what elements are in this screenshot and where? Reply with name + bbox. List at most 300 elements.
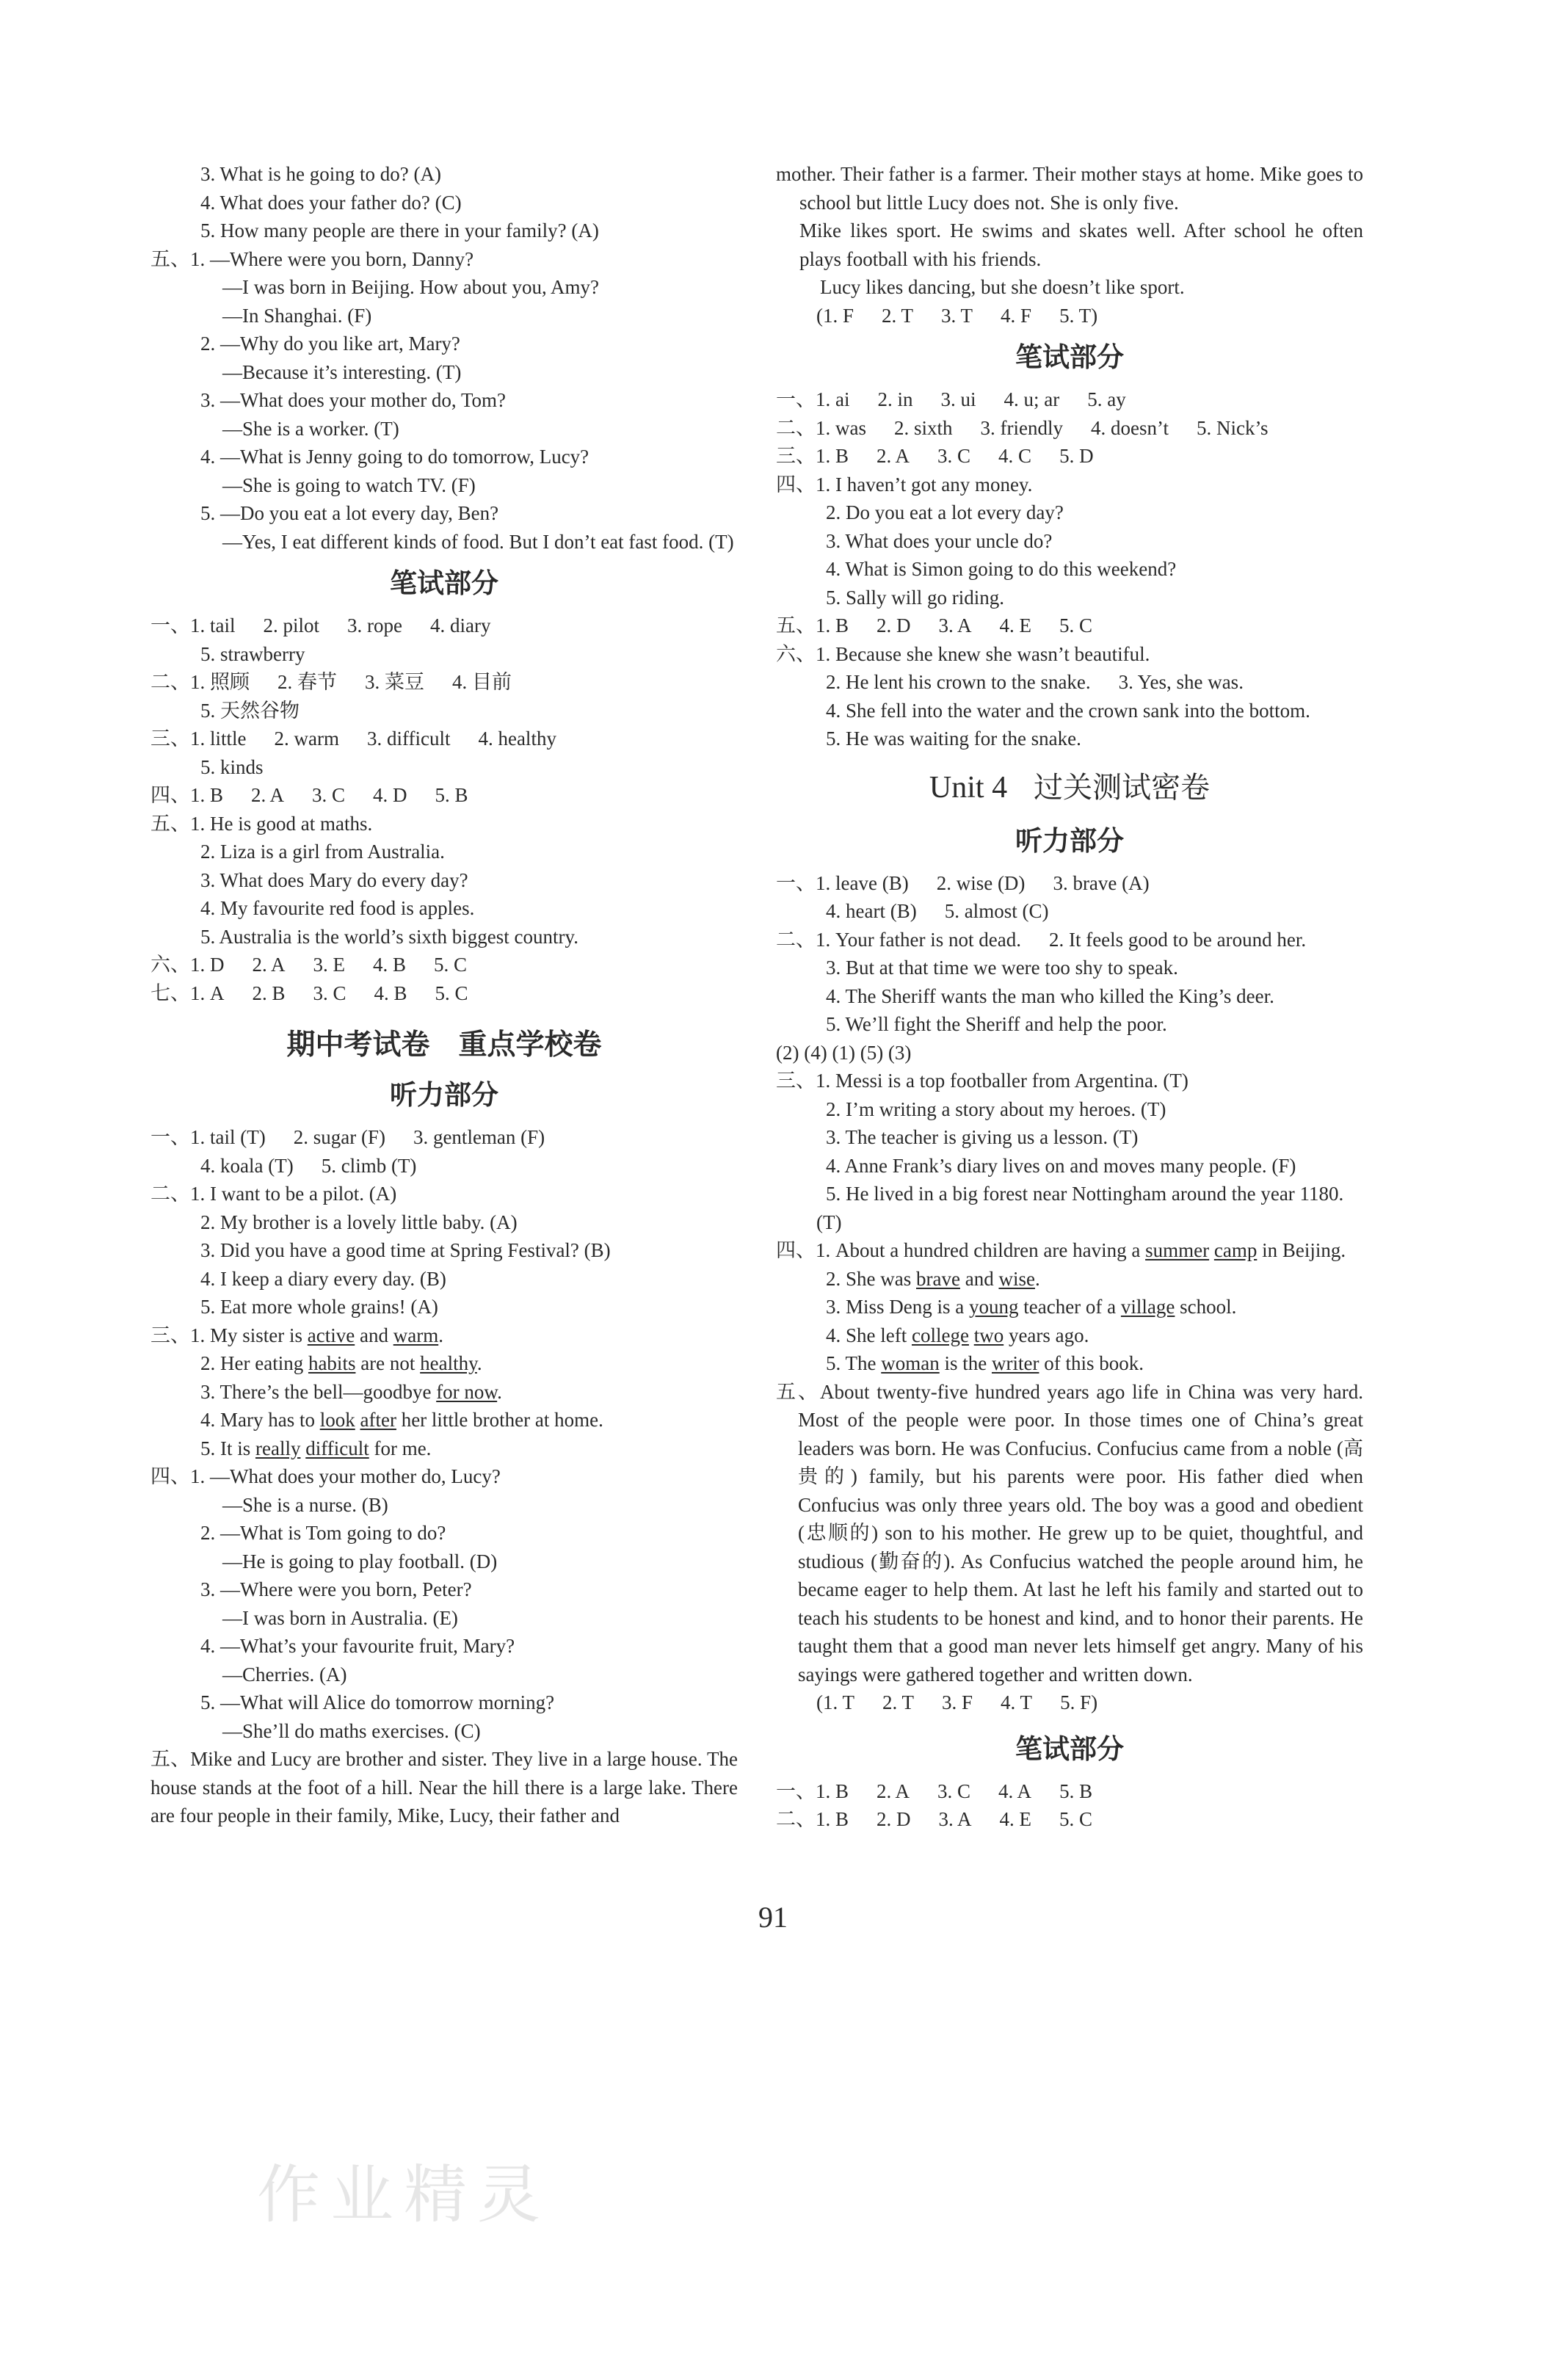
answer-text: 3. ui — [940, 388, 976, 410]
answer-text: 4. 目前 — [452, 671, 512, 693]
underlined-word: for now — [436, 1380, 498, 1403]
answer-text: 一、1. leave (B) — [776, 871, 909, 894]
answer-text: —She is a nurse. (B) — [222, 1493, 388, 1516]
answer-line — [150, 1208, 738, 1237]
answer-text: 3. — [200, 389, 220, 411]
underlined-word: wise — [998, 1267, 1035, 1290]
answer-text: 2. sixth — [894, 416, 953, 439]
midterm-title: 期中考试卷 重点学校卷 — [286, 1028, 602, 1062]
answer-text: and — [355, 1324, 393, 1346]
answer-line — [150, 1321, 738, 1350]
answer-line — [150, 1717, 738, 1746]
answer-text: 3. Yes, she was. — [1118, 671, 1244, 693]
answer-text: 5. F) — [1060, 1691, 1098, 1713]
answer-line — [776, 1039, 1363, 1067]
answer-line — [776, 1123, 1363, 1152]
answer-line — [150, 1378, 738, 1407]
answer-text: 4. B — [374, 982, 407, 1004]
answer-text: 2. sugar (F) — [293, 1126, 385, 1148]
answer-line — [150, 810, 738, 838]
answer-text: 三、1. little — [150, 728, 247, 750]
answer-text: (1. T — [816, 1691, 854, 1713]
answer-text: —What will Alice do tomorrow morning? — [220, 1691, 555, 1713]
answer-text: 3. C — [312, 784, 346, 806]
answer-line — [776, 897, 1363, 926]
answer-text: 4. She left — [826, 1324, 912, 1346]
answer-text: 4. I keep a diary every day. (B) — [200, 1267, 446, 1290]
answer-text: 2. D — [877, 1808, 911, 1830]
answer-text: 2. It feels good to be around her. — [1048, 928, 1307, 951]
listening-answers-2 — [776, 926, 1363, 1067]
answer-text: —He is going to play football. (D) — [222, 1550, 498, 1572]
answer-text: (T) — [816, 1211, 842, 1233]
answer-line — [776, 1777, 1363, 1806]
answer-text: 4. diary — [430, 614, 491, 636]
answer-text: 4. My favourite red food is apples. — [200, 897, 475, 919]
unit-name: 过关测试密卷 — [1034, 770, 1211, 805]
answer-text: 4. She fell into the water and the crown sank into the bottom. — [826, 699, 1310, 722]
answer-text: 5. T) — [1059, 304, 1098, 327]
answer-text: 2. A — [877, 1779, 910, 1802]
answer-text: 二、1. Your father is not dead. — [776, 928, 1021, 951]
answer-text: —What is Jenny going to do tomorrow, Lucy? — [220, 446, 589, 468]
answer-line — [776, 668, 1363, 697]
answer-line — [776, 385, 1363, 414]
answer-text: —Do you eat a lot every day, Ben? — [220, 502, 499, 524]
answer-line — [776, 1805, 1363, 1834]
answer-text: teacher of a — [1018, 1296, 1121, 1318]
answer-text: —In Shanghai. (F) — [222, 304, 372, 327]
answer-line — [776, 414, 1363, 443]
answer-text: (2) (4) (1) (5) (3) — [776, 1041, 912, 1064]
answer-text: 3. difficult — [366, 728, 451, 750]
answer-text: 3. C — [937, 445, 971, 467]
answer-line — [776, 442, 1363, 471]
answer-line — [776, 584, 1363, 612]
written-answers — [776, 1777, 1363, 1834]
underlined-word: warm — [393, 1324, 439, 1346]
answer-line — [150, 781, 738, 810]
underlined-word: habits — [308, 1352, 356, 1374]
answer-text: and — [959, 1267, 999, 1290]
answer-line — [150, 1152, 738, 1180]
answer-text: 3. C — [937, 1779, 971, 1802]
page-number: 91 — [758, 1901, 788, 1934]
answer-text: 5. D — [1059, 445, 1094, 467]
answer-line — [776, 1293, 1363, 1321]
listening-answers-4 — [776, 1236, 1363, 1378]
answer-text: 5. B — [435, 784, 468, 806]
passage: Lucy likes dancing, but she doesn’t like sport. — [820, 276, 1185, 298]
underlined-word: woman — [881, 1352, 940, 1374]
answer-text: 4. C — [998, 445, 1032, 467]
answer-text: 3. What does your uncle do? — [826, 529, 1053, 552]
passage: 五、About twenty-five hundred years ago life in China was very hard. Most of the people were poor. In those times one of China’s great leaders was born. He was Confucius. Confucius came from a noble (高贵的) family, but his parents were poor. His father died when Confucius was only three years old. The boy was a good and obedient (忠顺的) son to his mother. He grew up to be quiet, thoughtful, and studious (勤奋的). As Confucius watched the people around him, he became eager to help them. At last he left his family and started out to teach his students to be honest and kind, and to honor their parents. He taught them that a good man never lets himself get angry. Many of his sayings were gathered together and written down. — [776, 1380, 1363, 1686]
answer-text: 五、1. B — [776, 614, 849, 636]
answer-text: 5. — [200, 502, 220, 524]
answer-text: 5. It is — [200, 1437, 256, 1459]
answer-line — [150, 1519, 738, 1548]
answer-text: 二、1. I want to be a pilot. (A) — [150, 1183, 397, 1205]
answer-text: 2. in — [877, 388, 913, 410]
answer-line — [776, 1236, 1363, 1265]
answer-line — [776, 1067, 1363, 1095]
answer-line — [776, 982, 1363, 1011]
answer-text: 2. He lent his crown to the snake. — [826, 671, 1091, 693]
answer-line — [150, 443, 738, 471]
answer-text: 3. brave (A) — [1053, 871, 1150, 894]
answer-text: 3. C — [313, 982, 346, 1004]
answer-line — [776, 1152, 1363, 1180]
answer-text: 四、1. I haven’t got any money. — [776, 473, 1033, 496]
answer-text: years ago. — [1004, 1324, 1089, 1346]
passage-answers — [776, 1688, 1363, 1717]
answer-text: 4. — [200, 1635, 220, 1657]
answer-line — [150, 471, 738, 500]
answer-text: 3. 菜豆 — [365, 671, 424, 693]
answer-text: 3. F — [942, 1691, 973, 1713]
answer-line — [150, 697, 738, 725]
answer-text: . — [497, 1380, 502, 1403]
answer-text: 四、1. About a hundred children are having a — [776, 1239, 1146, 1261]
answer-line — [776, 1349, 1363, 1378]
answer-line — [150, 753, 738, 782]
answer-text: 五、1. He is good at maths. — [150, 812, 373, 835]
answer-text: —She’ll do maths exercises. (C) — [222, 1719, 481, 1742]
answer-text: of this book. — [1039, 1352, 1144, 1374]
answer-text: 一、1. tail — [150, 614, 236, 636]
answer-line — [150, 1293, 738, 1321]
answer-text: —What does your mother do, Tom? — [220, 389, 507, 411]
answer-text: 2. — [200, 1522, 220, 1544]
answer-line — [150, 1180, 738, 1208]
answer-line — [150, 1349, 738, 1378]
answer-text: 4. heart (B) — [826, 900, 917, 922]
answer-text: 2. pilot — [263, 614, 320, 636]
answer-line — [776, 954, 1363, 982]
answer-text: 2. D — [877, 614, 911, 636]
answer-text: 2. Liza is a girl from Australia. — [200, 841, 445, 863]
answer-line — [150, 1406, 738, 1434]
answer-line — [776, 1180, 1363, 1208]
answer-text: 三、1. Messi is a top footballer from Argentina. (T) — [776, 1070, 1188, 1092]
answer-text: —What does your mother do, Lucy? — [210, 1465, 501, 1487]
answer-text: 4. B — [373, 954, 407, 976]
underlined-word: camp — [1213, 1239, 1258, 1261]
answer-text: 5. The — [826, 1352, 882, 1374]
answer-line — [776, 612, 1363, 640]
answer-line — [150, 1548, 738, 1576]
answer-text: 一、1. ai — [776, 388, 850, 410]
answer-text: 5. Australia is the world’s sixth biggest country. — [200, 925, 578, 948]
answer-text: 2. warm — [274, 728, 339, 750]
answer-text: 5. C — [434, 954, 468, 976]
underlined-word: active — [307, 1324, 355, 1346]
answer-text: 5. B — [1059, 1779, 1093, 1802]
answer-line — [150, 1632, 738, 1661]
answer-line — [150, 386, 738, 415]
unit-label: Unit 4 — [929, 770, 1008, 805]
answer-text: 4. T — [1001, 1691, 1033, 1713]
answer-text: 2. T — [882, 304, 914, 327]
answer-text: 5. C — [435, 982, 468, 1004]
answer-text: 2. A — [252, 954, 286, 976]
underlined-word: writer — [991, 1352, 1039, 1374]
answer-line — [150, 302, 738, 330]
answer-text: 3. The teacher is giving us a lesson. (T) — [826, 1126, 1139, 1148]
unit-title — [776, 762, 1363, 813]
passage: Mike likes sport. He swims and skates well. After school he often plays football with his friends. — [799, 220, 1363, 270]
answer-text: 3. T — [941, 304, 973, 327]
answer-text: 5. Sally will go riding. — [826, 586, 1004, 609]
answer-text: 一、1. B — [776, 1779, 849, 1802]
answer-line — [150, 1491, 738, 1520]
answer-line: 五、1. —Where were you born, Danny? — [150, 247, 474, 270]
section-title-listening: 听力部分 — [390, 1079, 498, 1111]
answer-line — [150, 951, 738, 979]
underlined-word: young — [969, 1296, 1019, 1318]
section-title-listening: 听力部分 — [1015, 824, 1124, 857]
answer-text: 2. — [200, 333, 220, 355]
underlined-word: look — [319, 1409, 355, 1431]
answer-text: 3. — [200, 1578, 220, 1600]
answer-line — [776, 527, 1363, 556]
answer-text: 5. He was waiting for the snake. — [826, 728, 1081, 750]
answer-line: 3. What is he going to do? (A) — [200, 163, 441, 185]
underlined-word: college — [911, 1324, 969, 1346]
answer-text: 4. koala (T) — [200, 1154, 294, 1177]
right-column — [776, 160, 1363, 1834]
answer-text: 3. Did you have a good time at Spring Festival? (B) — [200, 1239, 611, 1261]
section-title-written: 笔试部分 — [1015, 341, 1124, 373]
listening-answers-2 — [150, 1180, 738, 1321]
answer-line — [150, 1688, 738, 1717]
answer-line: 4. What does your father do? (C) — [200, 191, 462, 214]
answer-text: —I was born in Beijing. How about you, Amy? — [222, 276, 599, 298]
answer-text: 3. friendly — [980, 416, 1063, 439]
answer-text: are not — [355, 1352, 421, 1374]
answer-text — [969, 1324, 974, 1346]
answer-text: . — [1034, 1267, 1040, 1290]
answer-text: 4. u; ar — [1004, 388, 1060, 410]
answer-text: —Because it’s interesting. (T) — [222, 360, 462, 383]
section-title-written: 笔试部分 — [1015, 1733, 1124, 1765]
answer-text: —Cherries. (A) — [222, 1663, 347, 1686]
answer-text: 3. A — [938, 1808, 972, 1830]
answer-line — [776, 869, 1363, 898]
answer-line — [150, 358, 738, 387]
answer-text: school. — [1175, 1296, 1237, 1318]
answer-text: 2. B — [252, 982, 286, 1004]
listening-answers-4 — [150, 1462, 738, 1745]
answer-text: —Yes, I eat different kinds of food. But I don’t eat fast food. (T) — [222, 530, 734, 553]
answer-text: —She is a worker. (T) — [222, 417, 399, 440]
answer-text: —Where were you born, Peter? — [220, 1578, 472, 1600]
answer-line — [150, 612, 738, 640]
answer-line — [150, 640, 738, 669]
answer-text: 4. D — [373, 784, 407, 806]
answer-text: 4. The Sheriff wants the man who killed the King’s deer. — [826, 984, 1274, 1007]
underlined-word: after — [360, 1409, 396, 1431]
answer-line — [776, 926, 1363, 954]
answer-text: 5. Eat more whole grains! (A) — [200, 1296, 438, 1318]
answer-text: 5. almost (C) — [944, 900, 1049, 922]
answer-text: . — [438, 1324, 443, 1346]
passage: 五、Mike and Lucy are brother and sister. They live in a large house. The house stands at the foot of a hill. Near the hill there is a large lake. There are four people in their family, Mike, Lucy, their father and — [150, 1748, 738, 1826]
underlined-word: really — [255, 1437, 301, 1459]
answer-text: 4. — [200, 446, 220, 468]
answer-line — [776, 697, 1363, 725]
answer-text: 四、1. — [150, 1465, 210, 1487]
answer-text: 二、1. 照顾 — [150, 671, 250, 693]
answer-text: 5. C — [1059, 1808, 1093, 1830]
answer-line — [150, 1575, 738, 1604]
answer-text: 4. healthy — [478, 728, 556, 750]
underlined-word: two — [973, 1324, 1004, 1346]
answer-text: 三、1. B — [776, 445, 849, 467]
answer-text: 六、1. D — [150, 954, 225, 976]
answer-text: (1. F — [816, 304, 854, 327]
section-title-written: 笔试部分 — [390, 567, 498, 599]
answer-line — [776, 725, 1363, 753]
answer-text: 2. A — [877, 445, 910, 467]
answer-text: in Beijing. — [1257, 1239, 1346, 1261]
answer-line — [150, 528, 738, 556]
answer-text: 3. What does Mary do every day? — [200, 868, 468, 891]
answer-text: 2. Her eating — [200, 1352, 308, 1374]
answer-text: 4. E — [999, 614, 1032, 636]
answer-text: 5. C — [1059, 614, 1093, 636]
listening-answers-1 — [776, 869, 1363, 926]
answer-text: 2. My brother is a lovely little baby. (A) — [200, 1211, 518, 1233]
answer-text — [1209, 1239, 1214, 1261]
answer-line — [150, 894, 738, 923]
answer-text: 5. — [200, 1691, 220, 1713]
answer-text: 3. There’s the bell—goodbye — [200, 1380, 437, 1403]
answer-line — [150, 415, 738, 443]
answer-text: 三、1. My sister is — [150, 1324, 308, 1346]
answer-line — [150, 1434, 738, 1463]
answer-text: 六、1. Because she knew she wasn’t beautiful. — [776, 642, 1150, 665]
answer-line — [150, 273, 738, 302]
answer-text: 3. A — [938, 614, 972, 636]
answer-text: 二、1. B — [776, 1808, 849, 1830]
answer-text: 2. T — [882, 1691, 915, 1713]
answer-line — [776, 498, 1363, 527]
answer-text: . — [476, 1352, 482, 1374]
answer-text: 5. climb (T) — [321, 1154, 417, 1177]
answer-text: 4. A — [998, 1779, 1032, 1802]
answer-line — [150, 725, 738, 753]
answer-line — [150, 923, 738, 951]
answer-line — [150, 1265, 738, 1294]
answer-line — [150, 1462, 738, 1491]
answer-text: —I was born in Australia. (E) — [222, 1606, 458, 1629]
underlined-word: healthy — [420, 1352, 477, 1374]
answer-text: 2. She was — [826, 1267, 916, 1290]
answer-text: is the — [939, 1352, 992, 1374]
answer-line — [150, 499, 738, 528]
answer-text: 二、1. was — [776, 416, 866, 439]
underlined-word: difficult — [305, 1437, 369, 1459]
answer-text: for me. — [369, 1437, 432, 1459]
answer-line — [776, 1688, 1363, 1717]
answer-line — [150, 330, 738, 358]
answer-line — [150, 866, 738, 895]
answer-text: —She is going to watch TV. (F) — [222, 474, 476, 496]
underlined-word: summer — [1145, 1239, 1210, 1261]
underlined-word: brave — [916, 1267, 960, 1290]
answer-line — [776, 471, 1363, 499]
answer-line — [150, 838, 738, 866]
answer-line: 5. How many people are there in your family? (A) — [200, 220, 599, 242]
passage: mother. Their father is a farmer. Their mother stays at home. Mike goes to school but little Lucy does not. She is only five. — [776, 163, 1363, 214]
answer-text: 4. What is Simon going to do this weekend? — [826, 558, 1177, 580]
answer-text: 4. E — [999, 1808, 1032, 1830]
watermark: 作业精灵 — [257, 2158, 551, 2232]
answer-text: 4. Anne Frank’s diary lives on and moves many people. (F) — [826, 1154, 1296, 1177]
answer-line — [776, 1321, 1363, 1350]
answer-text: 2. A — [251, 784, 285, 806]
answer-line — [776, 555, 1363, 584]
dialogue-block — [150, 273, 738, 556]
answer-line — [776, 1208, 1363, 1237]
answer-line — [776, 1010, 1363, 1039]
answer-text: 4. Mary has to — [200, 1409, 320, 1431]
left-column — [150, 160, 738, 1830]
listening-answers-1 — [150, 1123, 738, 1180]
written-answers — [150, 612, 738, 1007]
answer-line — [776, 1265, 1363, 1294]
answer-text: —Why do you like art, Mary? — [220, 333, 460, 355]
answer-line — [150, 1123, 738, 1152]
answer-text: 5. We’ll fight the Sheriff and help the poor. — [826, 1013, 1167, 1035]
listening-answers-3 — [150, 1321, 738, 1463]
answer-text: 4. doesn’t — [1091, 416, 1169, 439]
answer-text: 3. But at that time we were too shy to speak. — [826, 957, 1178, 979]
answer-text: 5. kinds — [200, 755, 264, 778]
answer-text: 四、1. B — [150, 784, 224, 806]
answer-text: 2. 春节 — [277, 671, 337, 693]
answer-text: 3. gentleman (F) — [413, 1126, 545, 1148]
answer-text: 七、1. A — [150, 982, 225, 1004]
written-answers — [776, 385, 1363, 753]
listening-answers-3 — [776, 1067, 1363, 1236]
answer-line — [150, 1236, 738, 1265]
answer-line — [150, 979, 738, 1008]
answer-line — [776, 1095, 1363, 1124]
answer-text: 5. 天然谷物 — [200, 699, 300, 722]
answer-line — [776, 302, 1363, 330]
answer-text: 2. Do you eat a lot every day? — [826, 501, 1064, 523]
answer-text: 5. strawberry — [200, 642, 305, 665]
answer-line — [150, 1604, 738, 1633]
answer-text: 5. ay — [1087, 388, 1126, 410]
answer-text: —What’s your favourite fruit, Mary? — [220, 1635, 515, 1657]
answer-text: 3. E — [313, 954, 346, 976]
answer-line — [150, 1661, 738, 1689]
answer-text: 5. Nick’s — [1197, 416, 1269, 439]
answer-text: 5. He lived in a big forest near Nottingham around the year 1180. — [826, 1183, 1344, 1205]
answer-line — [776, 640, 1363, 669]
passage-answers — [776, 302, 1363, 330]
answer-line — [150, 668, 738, 697]
answer-text: 2. I’m writing a story about my heroes. (T) — [826, 1098, 1166, 1120]
answer-text: her little brother at home. — [396, 1409, 603, 1431]
answer-text: 3. Miss Deng is a — [826, 1296, 969, 1318]
answer-text: 2. wise (D) — [936, 871, 1026, 894]
answer-text: 4. F — [1001, 304, 1032, 327]
